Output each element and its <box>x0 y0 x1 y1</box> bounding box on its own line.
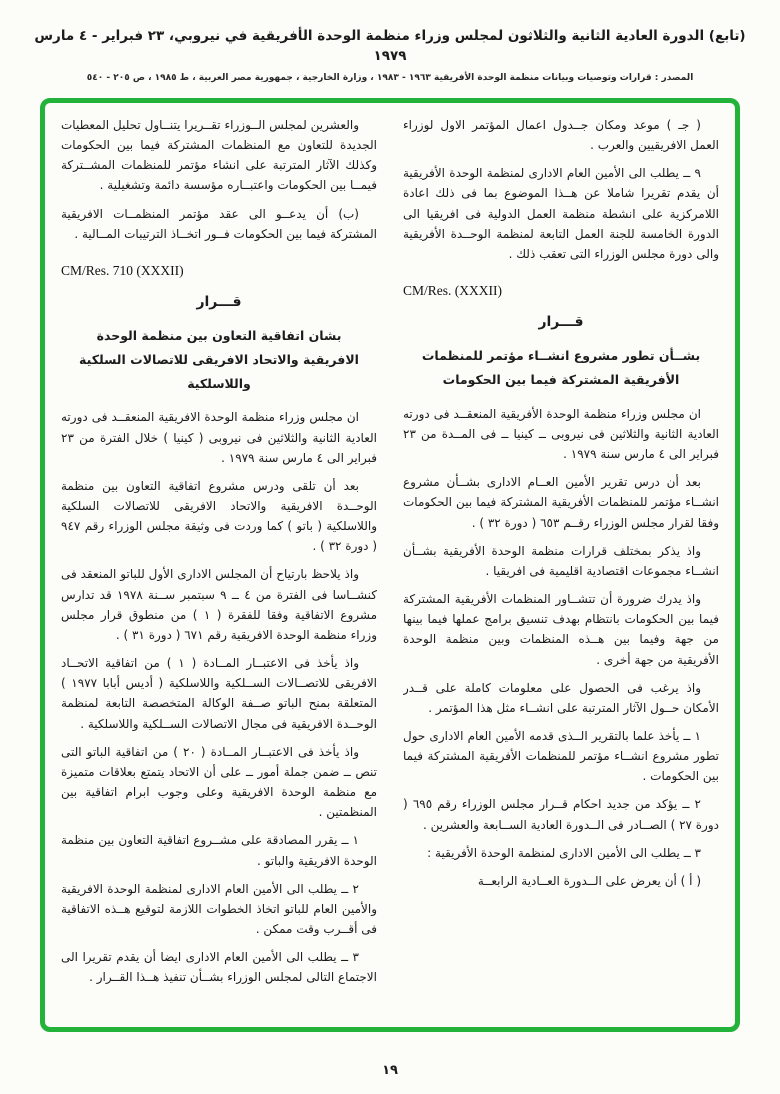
paragraph: ان مجلس وزراء منظمة الوحدة الافريقية المنعقــد فى دورته العادية الثانية والثلاثين فى نيروبى ( كينيا ) خلال الفترة من ٢٣ فبراير الى ٤ مارس سنة ١٩٧٩ . <box>61 410 377 465</box>
paragraph: واذ يدرك ضرورة أن تتشــاور المنظمات الأفريقية المشتركة فيما بين الحكومات بانتظام بهدف تنسيق برامج عملها فيما بينها من جهة وفيما بين هــذه المنظمات وبين منظمة الوحدة الأفريقية من جهة أخرى . <box>403 592 719 667</box>
resolution-number: CM/Res. 710 (XXXII) <box>61 262 184 278</box>
paragraph: ( أ ) أن يعرض على الــدورة العــادية الرابعــة <box>477 873 701 888</box>
paragraph: والعشرين لمجلس الــوزراء تقــريرا يتنــاول تحليل المعطيات الجديدة للتعاون مع المنظمات المشتركة فيما بين الحكومات وكذلك الآثار المترتبة على انشاء مؤتمر للمنظمات المشــتركة فيمــا بين الحكومات واعتبــاره مؤسسة دائمة وتشغيلية . <box>61 118 377 193</box>
highlight-frame <box>40 98 740 1032</box>
paragraph: واذ يذكر بمختلف قرارات منظمة الوحدة الأفريقية بشــأن انشــاء مجموعات اقتصادية اقليمية فى افريقيا . <box>403 543 719 578</box>
page-number: ١٩ <box>382 1063 398 1078</box>
paragraph: ٣ ــ يطلب الى الأمين العام الادارى ايضا أن يقدم تقريرا الى الاجتماع التالى لمجلس الوزراء بشــأن تنفيذ هــذا القــرار . <box>61 950 377 985</box>
paragraph: ١ ــ يقرر المصادقة على مشــروع اتفاقية التعاون بين منظمة الوحدة الافريقية والباتو . <box>61 833 377 868</box>
paragraph: ٣ ــ يطلب الى الأمين الادارى لمنظمة الوحدة الأفريقية : <box>427 845 701 860</box>
resolution-subject: بشــأن تطور مشروع انشــاء مؤتمر للمنظمات الأفريقية المشتركة فيما بين الحكومات <box>421 348 701 388</box>
resolution-heading: قـــرار <box>196 293 242 310</box>
resolution-heading: قـــرار <box>538 313 584 330</box>
session-title: (تابع) الدورة العادية الثانية والثلاثون لمجلس وزراء منظمة الوحدة الأفريقية في نيروبي، ٢٣ فبراير - ٤ مارس ١٩٧٩ <box>34 28 746 65</box>
page-header <box>0 0 780 84</box>
paragraph: واذ يلاحظ بارتياح أن المجلس الادارى الأول للباتو المنعقد فى كنشــاسا فى الفترة من ٤ ــ ٩ سبتمبر ســنة ١٩٧٨ قد تدارس مشروع الاتفاقية وفقا للفقرة ( ١ ) من منطوق قرار مجلس وزراء منظمة الوحدة الافريقية رقم ٦٧١ ( دورة ٣١ ) . <box>61 567 377 642</box>
paragraph: بعد أن تلقى ودرس مشروع اتفاقية التعاون بين منظمة الوحــدة الافريقية والاتحاد الافريقى للاتصالات السلكية واللاسلكية ( باتو ) كما وردت فى وثيقة مجلس الوزراء رقم ٩٤٧ ( دورة ٣٢ ) . <box>61 478 377 554</box>
paragraph: بعد أن درس تقرير الأمين العــام الادارى بشــأن مشروع انشــاء مؤتمر للمنظمات الأفريقية المشتركة فيما بين الحكومات وفقا لقرار مجلس الوزراء رقــم ٦٥٣ ( دورة ٣٢ ) . <box>403 475 719 530</box>
paragraph: ٢ ــ يطلب الى الأمين العام الادارى لمنظمة الوحدة الافريقية والأمين العام للباتو اتخاذ الخطوات اللازمة لتوقيع هــذه الاتفاقية فى أقــرب وقت ممكن . <box>61 881 377 936</box>
paragraph: ١ ــ يأخذ علما بالتقرير الــذى قدمه الأمين العام الادارى حول تطور مشروع انشــاء مؤتمر للمنظمات الأفريقية المشتركة فيما بين الحكومات . <box>403 728 719 784</box>
right-column <box>403 115 719 1017</box>
source-citation: المصدر : قرارات وتوصيات وبيانات منظمة الوحدة الأفريقية ١٩٦٣ - ١٩٨٣ ، وزارة الخارجية ، جمهورية مصر العربية ، ط ١٩٨٥ ، ص ٢٠٥ - ٥٤٠ <box>86 72 694 83</box>
paragraph: ٩ ــ يطلب الى الأمين العام الادارى لمنظمة الوحدة الأفريقية أن يقدم تقريرا شاملا عن هــذا الموضوع بما فى ذلك اعادة اللامركزية على انشطة منظمة العمل الدولية فى افريقيا الى الدورة الخامسة للجنة العمل التابعة لمنظمة الوحــدة الأفريقية والى دورة مجلس الوزراء التى تعقب ذلك . <box>403 166 719 261</box>
paragraph: واذ يأخذ فى الاعتبــار المــادة ( ١ ) من اتفاقية الاتحــاد الافريقى للاتصــالات الســلكية واللاسلكية ( أديس أبابا ١٩٧٧ ) المتعلقة بمنح الباتو صــفة الوكالة المتخصصة التابعة لمنظمة الوحــدة الافريقية فى مجال الاتصالات الســلكية واللاسلكية . <box>61 656 377 731</box>
paragraph: ٢ ــ يؤكد من جديد احكام قــرار مجلس الوزراء رقم ٦٩٥ ( دورة ٢٧ ) الصــادر فى الــدورة العادية الســابعة والعشرين . <box>403 797 719 832</box>
left-column <box>61 115 377 1017</box>
paragraph: (ب) أن يدعــو الى عقد مؤتمر المنظمــات الافريقية المشتركة فيما بين الحكومات فــور اتخــاذ الترتيبات المــالية . <box>61 206 377 241</box>
paragraph: ان مجلس وزراء منظمة الوحدة الأفريقية المنعقــد فى دورته العادية الثانية والثلاثين فى نيروبى ــ كينيا ــ فى المــدة من ٢٣ فبراير الى ٤ مارس سنة ١٩٧٩ . <box>403 406 719 462</box>
resolution-subject: بشان اتفاقية التعاون بين منظمة الوحدة الافريقية والاتحاد الافريقى للاتصالات السلكية واللاسلكية <box>79 328 359 391</box>
paragraph: واذ يأخذ فى الاعتبــار المــادة ( ٢٠ ) من اتفاقية الباتو التى تنص ــ ضمن جملة أمور ــ على أن الاتحاد يتمتع بعلاقات متميزة مع منظمة الوحدة الافريقية وعلى وجوب ابرام اتفاقية بين المنظمتين . <box>61 744 377 820</box>
paragraph: واذ يرغب فى الحصول على معلومات كاملة على قــدر الأمكان حــول الآثار المترتبة على انشــاء مثل هذا المؤتمر . <box>403 680 719 715</box>
resolution-number: CM/Res. (XXXII) <box>403 283 502 299</box>
paragraph: ( جـ ) موعد ومكان جــدول اعمال المؤتمر الاول لوزراء العمل الافريقيين والعرب . <box>403 118 719 153</box>
two-column-layout <box>61 115 719 1017</box>
